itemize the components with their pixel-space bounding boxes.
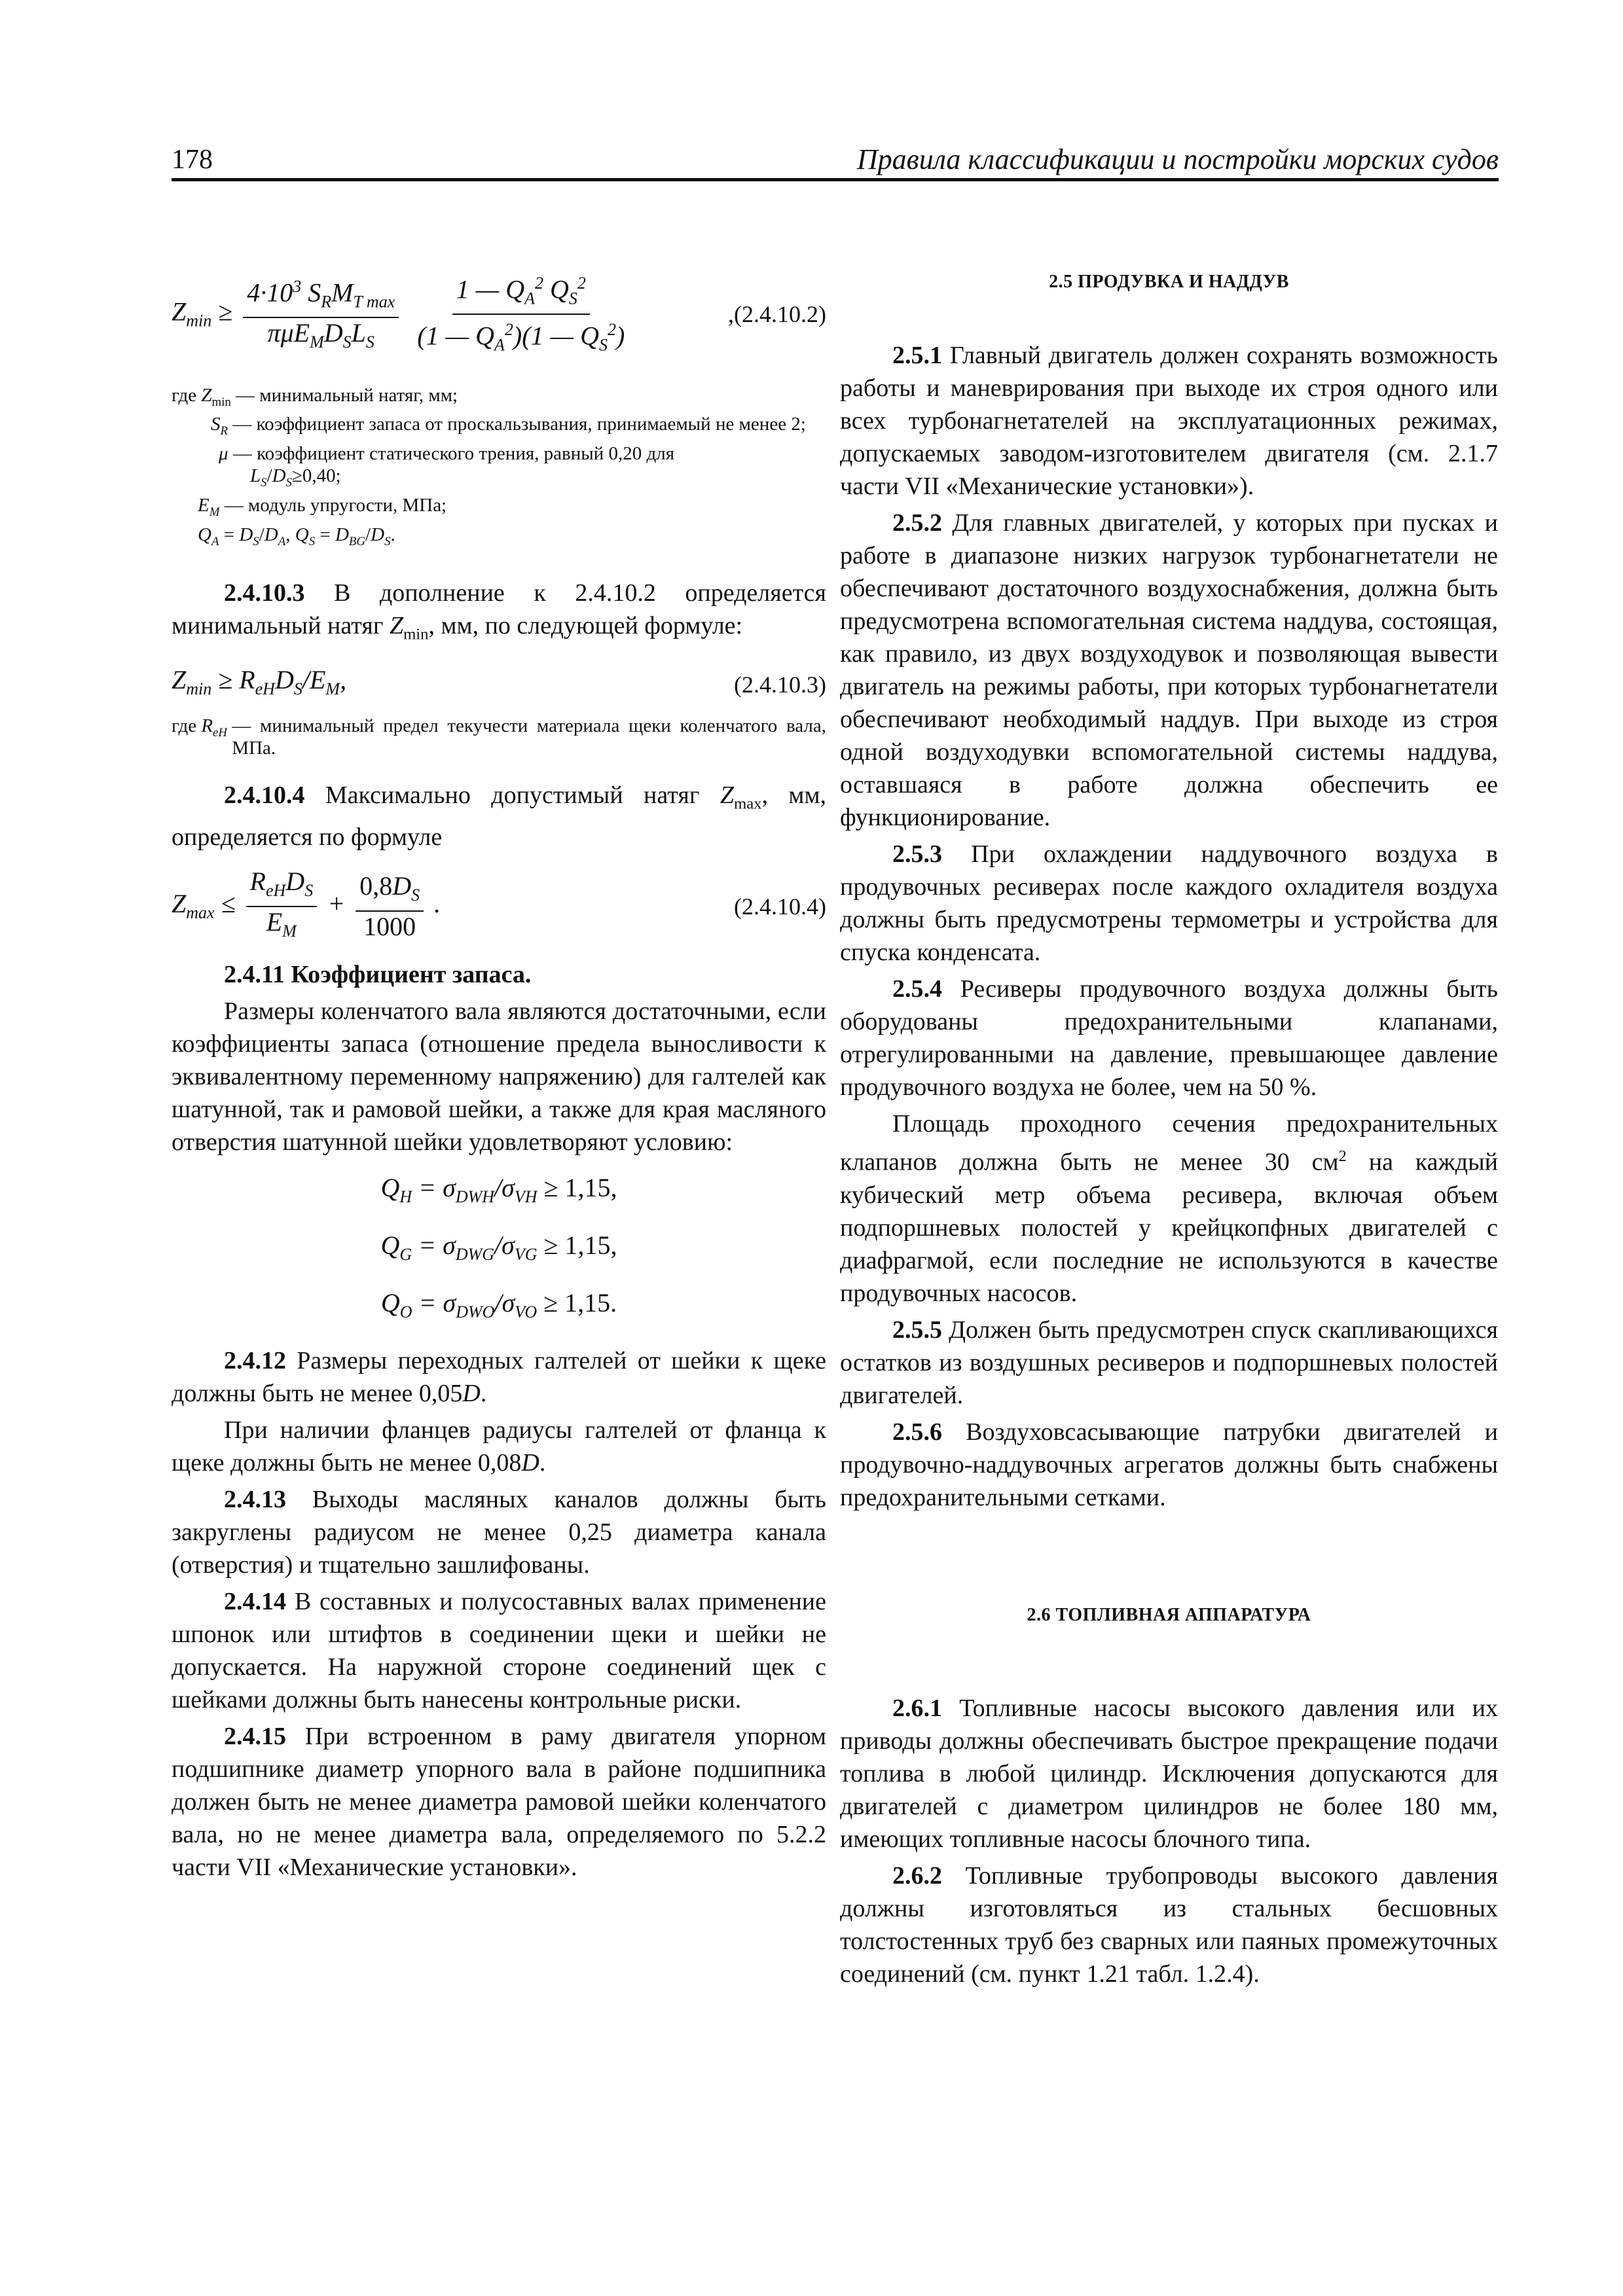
- formula-number: ,(2.4.10.2): [728, 301, 826, 328]
- para-2-5-4-b: Площадь проходного сечения предохранительных клапанов должна быть не менее 30 $см^2$ на каждый кубический метр объема ресивера, включая объем подпоршневых полостей у крейцкопфных двигателей с диафрагмой, если последние не используются в качестве продувочных насосов.: [840, 1110, 1498, 1307]
- formula-qg: $Q_G = \sigma_{DWG}/\sigma_{VG} \ge 1,15$,: [380, 1230, 617, 1264]
- left-column: [172, 249, 826, 1884]
- para-2-5-5: 2.5.5 Должен быть предусмотрен спуск скапливающихся остатков из воздушных ресиверов и подпоршневых полостей двигателей.: [840, 1316, 1498, 1409]
- para-2-4-14: 2.4.14 В составных и полусоставных валах применение шпонок или штифтов в соединении щеки и шейки не допускается. На наружной стороне соединений щек с шейками должны быть нанесены контрольные риски.: [172, 1587, 826, 1713]
- para-2-5-6: 2.5.6 Воздуховсасывающие патрубки двигателей и продувочно-наддувочных агрегатов должны быть снабжены предохранительными сетками.: [840, 1418, 1498, 1511]
- para-2-5-1: 2.5.1 Главный двигатель должен сохранять возможность работы и маневрирования при выходе их строя одного или всех турбонагнетателей на эксплуатационных режимах, допускаемых заводом-изготовителем двигателя (см. 2.1.7 части VII «Механические установки»).: [840, 342, 1498, 500]
- para-2-5-2: 2.5.2 Для главных двигателей, у которых при пусках и работе в диапазоне низких нагрузок турбонагнетатели не обеспечивают достаточного воздухоснабжения, должна быть предусмотрена вспомогательная система наддува, состоящая, как правило, из двух воздуходувок и позволяющая вывести двигатель на режимы работы, при которых турбонагнетатели обеспечивают необходимый наддув. При выходе из строя одной воздуходувки вспомогательной системы наддува, оставшаяся в работе должна обеспечить ее функционирование.: [840, 509, 1498, 831]
- formula-2-4-10-3: $Z_{min} \ge R_{eH}D_S/E_M$, (2.4.10.3): [172, 665, 826, 699]
- para-2-4-11-body: Размеры коленчатого вала являются достаточными, если коэффициенты запаса (отношение предела выносливости к эквивалентному переменному напряжению) для галтелей как шатунной, так и рамовой шейки, а также для края масляного отверстия шатунной шейки удовлетворяют условию:: [172, 997, 826, 1156]
- para-2-6-1: 2.6.1 Топливные насосы высокого давления или их приводы должны обеспечивать быстрое прекращение подачи топлива в любой цилиндр. Исключения допускаются для двигателей с диаметром цилиндров не более 180 мм, имеющих топливные насосы блочного типа.: [840, 1694, 1498, 1853]
- para-2-6-2: 2.6.2 Топливные трубопроводы высокого давления должны изготовляться из стальных бесшовных толстостенных труб без сварных или паяных промежуточных соединений (см. пункт 1.21 табл. 1.2.4).: [840, 1861, 1498, 1988]
- para-2-4-15: 2.4.15 При встроенном в раму двигателя упорном подшипнике диаметр упорного вала в районе подшипника должен быть не менее диаметра рамовой шейки коленчатого вала, но не менее диаметра вала, определяемого по 5.2.2 части VII «Механические установки».: [172, 1722, 826, 1881]
- formula-2-4-10-2: $Z_{min}$ ≥ $\frac{4\cdot 10^3 S_RM_{T max}}{\pi\mu E_MD_SL_S}$ $\frac{1 — Q_A^2 Q_S^2}{(1 — Q_A^2)(1 — Q_S^2)}$ ,(2.4.10.2): [172, 268, 826, 361]
- formula-qh: $Q_H = \sigma_{DWH}/\sigma_{VH} \ge 1,15$,: [380, 1172, 617, 1206]
- para-2-5-4: 2.5.4 Ресиверы продувочного воздуха должны быть оборудованы предохранительными клапанами, отрегулированными на давление, превышающее давление продувочного воздуха не более, чем на 50 %.: [840, 975, 1498, 1101]
- para-2-4-13: 2.4.13 Выходы масляных каналов должны быть закруглены радиусом не менее 0,25 диаметра канала (отверстия) и тщательно зашлифованы.: [172, 1485, 826, 1579]
- header-rule: [172, 178, 1499, 181]
- section-heading-2-6: 2.6 ТОПЛИВНАЯ АППАРАТУРА: [1027, 1604, 1311, 1625]
- para-2-5-3: 2.5.3 При охлаждении наддувочного воздуха в продувочных ресиверах после каждого охладителя воздуха должны быть предусмотрены термометры и устройства для спуска конденсата.: [840, 840, 1498, 966]
- para-2-4-12: 2.4.12 Размеры переходных галтелей от шейки к щеке должны быть не менее 0,05D.: [172, 1346, 826, 1407]
- where-list-2: где $R_{eH}$ — минимальный предел текучести материала щеки коленчатого вала, МПа.: [172, 715, 826, 759]
- para-2-4-10-4: 2.4.10.4 Максимально допустимый натяг $Z_{max}$, мм, определяется по формуле: [172, 781, 827, 851]
- where-list-1: где $Z_{min}$ — минимальный натяг, мм; $S_R$ — коэффициент запаса от проскальзывания, принимаемый не менее 2; μ — коэффициент статического трения, равный 0,20 для $L_S/D_S$ ≥0,40; $E_M$ — модуль упругости, МПа; $Q_A = D_S/D_A$, $Q_S = D_{BG}/D_S$.: [172, 384, 806, 548]
- para-2-4-12-b: При наличии фланцев радиусы галтелей от фланца к щеке должны быть не менее 0,08D.: [172, 1416, 826, 1477]
- para-2-4-10-3: 2.4.10.3 В дополнение к 2.4.10.2 определяется минимальный натяг $Z_{min}$, мм, по следующей формуле:: [172, 579, 826, 643]
- formula-qo: $Q_O = \sigma_{DWO}/\sigma_{VO} \ge 1,15$.: [380, 1287, 617, 1321]
- running-title: Правила классификации и постройки морских судов: [856, 143, 1499, 175]
- page-number: 178: [172, 145, 213, 175]
- right-column: [840, 249, 1498, 1990]
- formula-2-4-10-4: $Z_{max}$ ≤ $\frac{R_{eH}D_S}{E_M}$ + $\frac{0,8D_S}{1000}$ . (2.4.10.4): [172, 866, 826, 941]
- section-heading-2-5: 2.5 ПРОДУВКА И НАДДУВ: [1049, 272, 1289, 292]
- para-2-4-11-title: 2.4.11 Коэффициент запаса.: [224, 960, 532, 988]
